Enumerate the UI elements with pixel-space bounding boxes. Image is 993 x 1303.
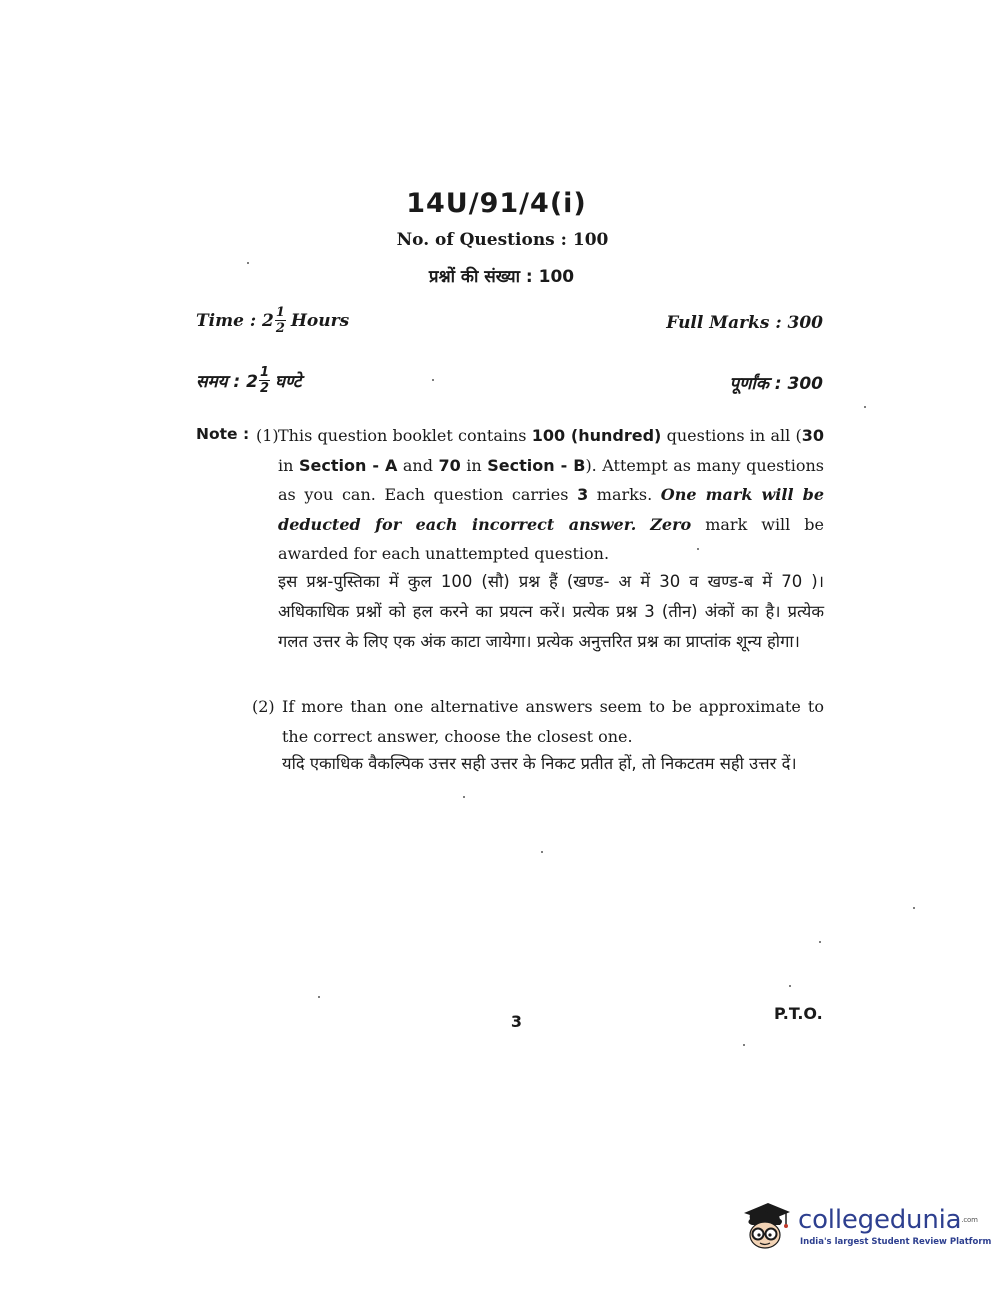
time-unit-hi: घण्टे [274, 372, 302, 392]
full-marks-hi: पूर्णांक : 300 [729, 374, 823, 394]
fraction-denominator: 2 [259, 381, 269, 396]
time-label-en: Time : 2 [196, 310, 274, 331]
note-label: Note : [196, 425, 250, 443]
scan-speck [318, 996, 320, 998]
time-fraction-en [275, 306, 286, 335]
fraction-numerator: 1 [259, 365, 269, 380]
scan-speck [432, 379, 434, 381]
scan-speck [463, 796, 465, 798]
time-hi [196, 366, 302, 395]
note-item-1-english: This question booklet contains 100 (hundred) questions in all (30 in Section - A and 70 in Section - B). Attempt as many questions as you can. Each question carries 3 marks. One mark will be deducted for each incorrect answer. Zero mark will be awarded for each unattempted question. [278, 426, 825, 563]
page-number: 3 [510, 1012, 523, 1031]
please-turn-over: P.T.O. [774, 1004, 823, 1023]
scan-speck [913, 907, 915, 909]
scan-speck [743, 1044, 745, 1046]
student-mascot-icon [738, 1197, 794, 1255]
scan-speck [247, 262, 249, 264]
scan-speck [819, 941, 821, 943]
note-item-1-number: (1) [256, 426, 279, 445]
logo-wordmark: collegedunia$^{.com}$ [798, 1204, 978, 1235]
note-item-1-hindi: इस प्रश्न-पुस्तिका में कुल 100 (सौ) प्रश्न हैं (खण्ड- अ में 30 व खण्ड-ब में 70 )। अधिकाधिक प्रश्नों को हल करने का प्रयत्न करें। प्रत्येक प्रश्न 3 (तीन) अंकों का है। प्रत्येक गलत उत्तर के लिए एक अंक काटा जायेगा। प्रत्येक अनुत्तरित प्रश्न का प्राप्तांक शून्य होगा। [278, 572, 824, 651]
full-marks-en: Full Marks : 300 [666, 313, 823, 333]
logo-suffix: .com [961, 1215, 978, 1224]
time-label-hi: समय : 2 [196, 372, 258, 392]
logo-tagline: India's largest Student Review Platform [800, 1236, 992, 1247]
number-of-questions-en: No. of Questions : 100 [396, 230, 609, 250]
collegedunia-logo [738, 1197, 991, 1255]
scan-speck [697, 548, 699, 550]
time-unit-en: Hours [290, 310, 350, 331]
scan-speck [789, 985, 791, 987]
scan-speck [864, 406, 866, 408]
time-fraction-hi [259, 366, 270, 395]
note-item-2-english: If more than one alternative answers seem to be approximate to the correct answer, choose the closest one. [282, 697, 824, 746]
fraction-denominator: 2 [275, 321, 285, 336]
number-of-questions-hi: प्रश्नों की संख्या : 100 [428, 267, 575, 287]
time-en [196, 306, 349, 335]
note-item-2-hindi: यदि एकाधिक वैकल्पिक उत्तर सही उत्तर के निकट प्रतीत हों, तो निकटतम सही उत्तर दें। [282, 754, 797, 773]
logo-text [798, 1206, 991, 1247]
scan-speck [541, 851, 543, 853]
paper-code: 14U/91/4(i) [406, 188, 587, 219]
note-item-2-number: (2) [252, 697, 275, 716]
fraction-numerator: 1 [275, 305, 285, 320]
